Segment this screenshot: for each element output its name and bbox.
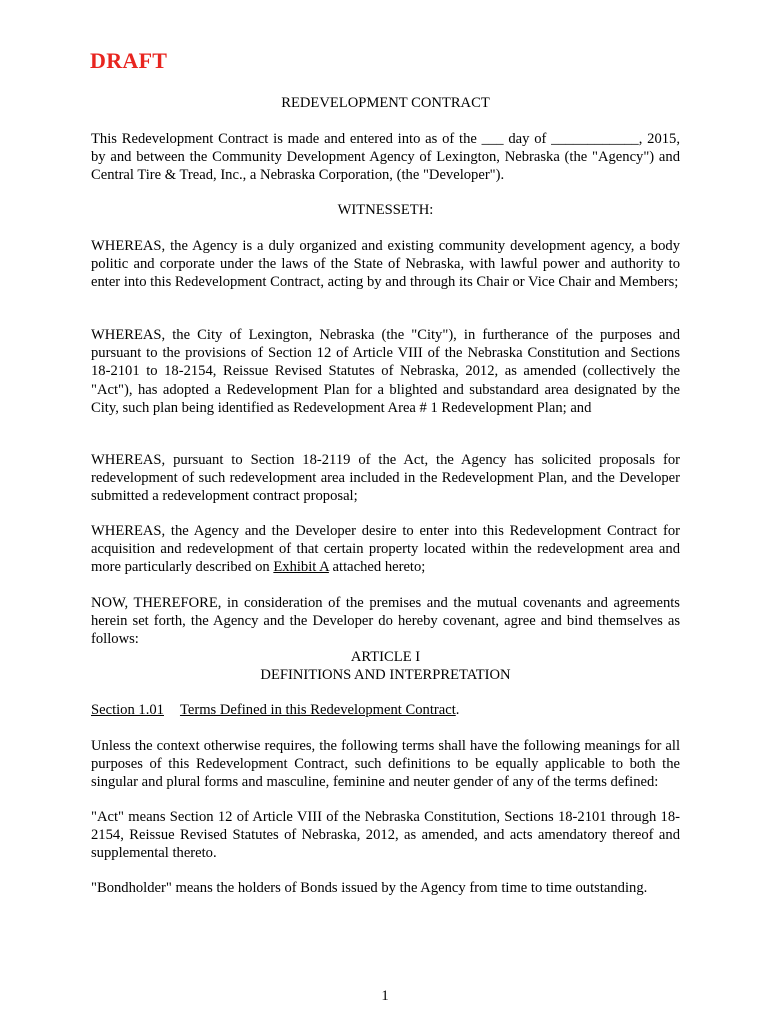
- whereas-paragraph-1: WHEREAS, the Agency is a duly organized and existing community development agency, a body politic and corporate under the laws of the State of Nebraska, with lawful power and authority to enter into this Redevelopment Contract, acting by and through its Chair or Vice Chair and Members;: [91, 238, 680, 291]
- whereas-paragraph-4: [91, 522, 680, 577]
- whereas-4-text-before: WHEREAS, the Agency and the Developer desire to enter into this Redevelopment Contract for acquisition and redevelopment of that certain property located within the redevelopment area and more particularly described on: [91, 523, 680, 576]
- article-title: DEFINITIONS AND INTERPRETATION: [260, 667, 511, 683]
- page-number: 1: [381, 988, 389, 1004]
- section-title: Terms Defined in this Redevelopment Contract: [179, 702, 456, 718]
- intro-paragraph: This Redevelopment Contract is made and entered into as of the ___ day of ____________, 2015, by and between the Community Development Agency of Lexington, Nebraska (the "Agency") and Central Tire & Tread, Inc., a Nebraska Corporation, (the "Developer").: [91, 131, 680, 184]
- witnesseth-heading: WITNESSETH:: [337, 202, 434, 218]
- whereas-4-text-after: attached hereto;: [328, 559, 426, 576]
- article-number: ARTICLE I: [350, 649, 421, 665]
- section-number: Section 1.01: [91, 702, 164, 718]
- section-title-period: .: [455, 702, 460, 718]
- whereas-paragraph-2: WHEREAS, the City of Lexington, Nebraska (the "City"), in furtherance of the purposes and pursuant to the provisions of Section 12 of Article VIII of the Nebraska Constitution and Sections 18-2101 to 18-2154, Reissue Revised Statutes of Nebraska, 2012, as amended (collectively the "Act"), has adopted a Redevelopment Plan for a blighted and substandard area designated by the City, such plan being identified as Redevelopment Area # 1 Redevelopment Plan; and: [91, 327, 680, 416]
- definition-act: "Act" means Section 12 of Article VIII of the Nebraska Constitution, Sections 18-2101 through 18-2154, Reissue Revised Statutes of Nebraska, 2012, as amended, and acts amendatory thereof and supplemental thereto.: [91, 809, 680, 862]
- draft-stamp: DRAFT: [90, 48, 168, 73]
- now-therefore-paragraph: NOW, THEREFORE, in consideration of the premises and the mutual covenants and agreements herein set forth, the Agency and the Developer do hereby covenant, agree and bind themselves as follows:: [91, 595, 680, 648]
- whereas-paragraph-3: WHEREAS, pursuant to Section 18-2119 of the Act, the Agency has solicited proposals for redevelopment of such redevelopment area included in the Redevelopment Plan, and the Developer submitted a redevelopment contract proposal;: [91, 452, 680, 505]
- section-heading: [91, 701, 680, 719]
- document-title: REDEVELOPMENT CONTRACT: [281, 95, 490, 111]
- definition-bondholder: "Bondholder" means the holders of Bonds issued by the Agency from time to time outstanding.: [91, 880, 648, 896]
- definitions-intro: Unless the context otherwise requires, the following terms shall have the following meanings for all purposes of this Redevelopment Contract, such definitions to be equally applicable to both the singular and plural forms and masculine, feminine and neuter gender of any of the terms defined:: [91, 738, 680, 791]
- exhibit-a-reference: Exhibit A: [273, 559, 329, 576]
